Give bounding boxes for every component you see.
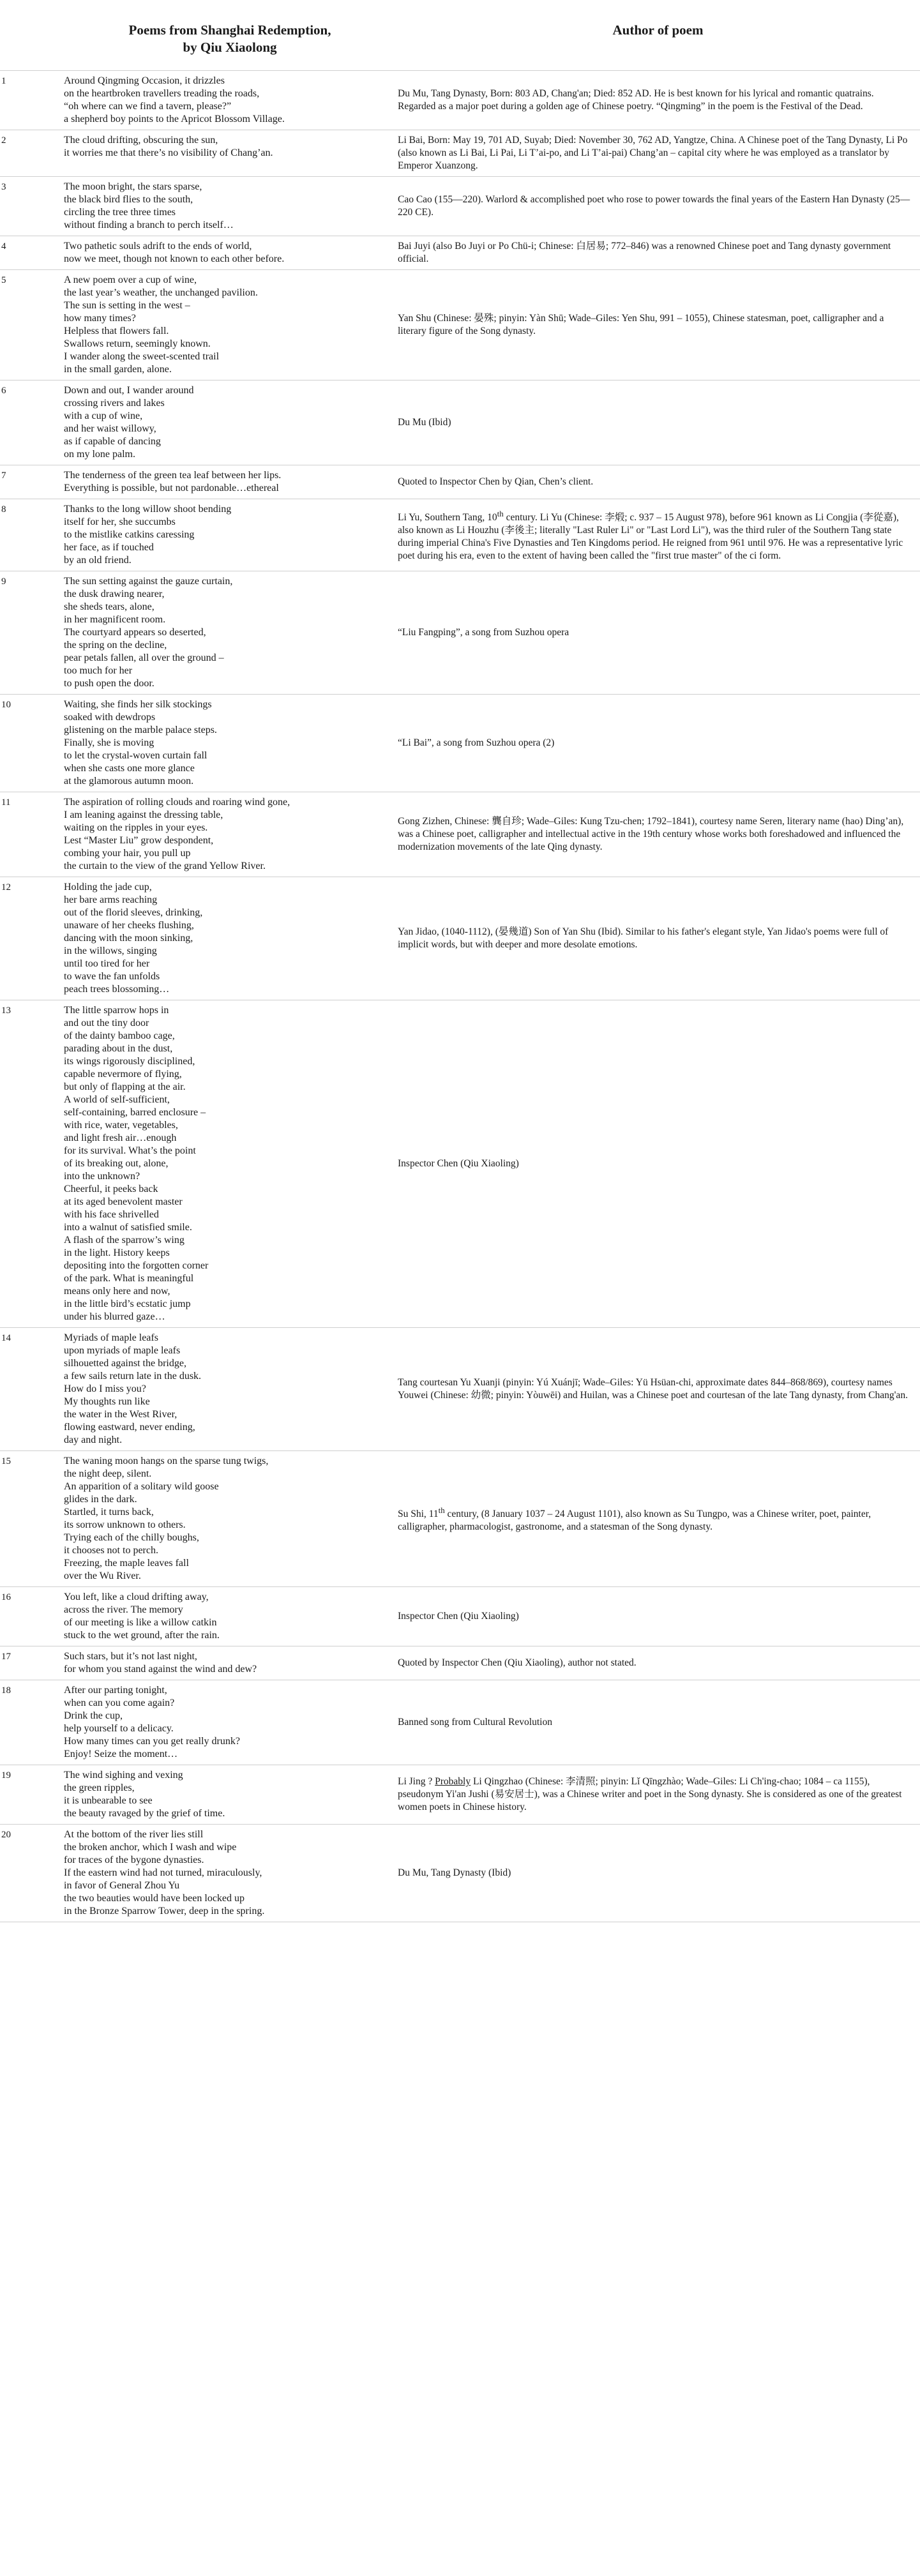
poem-line: Trying each of the chilly boughs, — [64, 1532, 199, 1543]
poem-text — [64, 1646, 396, 1680]
poem-line: Such stars, but it’s not last night, — [64, 1651, 197, 1662]
poem-line: silhouetted against the bridge, — [64, 1358, 186, 1369]
poem-line: Everything is possible, but not pardonable…ethereal — [64, 483, 279, 493]
poem-number: 15 — [1, 1456, 11, 1466]
table-row — [0, 695, 920, 792]
author-description — [396, 130, 920, 177]
poem-line: The waning moon hangs on the sparse tung twigs, — [64, 1456, 269, 1466]
author-text-body: century, (8 January 1037 – 24 August 1101), also known as Su Tungpo, was a Chinese writer, poet, painter, calligrapher, pharmacologist, gastronome, and a statesman of the Song dynasty. — [398, 1509, 873, 1533]
author-description — [396, 792, 920, 877]
poem-line: until too tired for her — [64, 958, 150, 969]
poem-text — [64, 1000, 396, 1328]
author-text-body: “Liu Fangping”, a song from Suzhou opera — [398, 627, 569, 638]
poem-line: peach trees blossoming… — [64, 984, 170, 995]
author-description — [396, 1587, 920, 1646]
poem-number: 1 — [1, 76, 6, 86]
table-row — [0, 1587, 920, 1646]
poem-line: depositing into the forgotten corner — [64, 1260, 209, 1271]
poem-number: 2 — [1, 135, 6, 146]
poem-line: too much for her — [64, 665, 133, 676]
poem-line: upon myriads of maple leafs — [64, 1345, 181, 1356]
poem-line: Freezing, the maple leaves fall — [64, 1558, 189, 1569]
author-text-body: “Li Bai”, a song from Suzhou opera (2) — [398, 737, 555, 748]
table-row — [0, 1680, 920, 1765]
poem-number: 5 — [1, 275, 6, 285]
poem-line: with rice, water, vegetables, — [64, 1120, 178, 1131]
poem-line: Holding the jade cup, — [64, 882, 152, 893]
poem-line: under his blurred gaze… — [64, 1311, 165, 1322]
table-row — [0, 792, 920, 877]
poem-line: and light fresh air…enough — [64, 1133, 177, 1143]
poem-line: it is unbearable to see — [64, 1795, 153, 1806]
table-row — [0, 1765, 920, 1825]
poem-line: The little sparrow hops in — [64, 1005, 169, 1016]
poem-number: 8 — [1, 504, 6, 515]
poem-line: glides in the dark. — [64, 1494, 137, 1505]
author-text — [398, 627, 569, 638]
poem-text — [64, 270, 396, 380]
poem-line: in the Bronze Sparrow Tower, deep in the spring. — [64, 1906, 265, 1917]
poem-line: itself for her, she succumbs — [64, 516, 176, 527]
poem-line: the broken anchor, which I wash and wipe — [64, 1842, 237, 1853]
poems-header-line-1: Poems from Shanghai Redemption, — [128, 22, 331, 38]
poem-number: 12 — [1, 882, 11, 893]
poem-line: its sorrow unknown to others. — [64, 1519, 186, 1530]
poem-line: the black bird flies to the south, — [64, 194, 193, 205]
author-description — [396, 1765, 920, 1825]
poem-text — [64, 1765, 396, 1825]
underlined-word: Probably — [435, 1776, 471, 1787]
poem-line: the dusk drawing nearer, — [64, 589, 165, 599]
poem-number: 13 — [1, 1006, 11, 1016]
table-row — [0, 270, 920, 380]
author-text-body: century. Li Yu (Chinese: 李煅; c. 937 – 15 August 978), before 961 known as Li Congjia (李從嘉), also known as Li Houzhu (李後主; literally "Last Ruler Li" or "Last Lord Li"), was the third ruler of the Southern Tang state during imperial China's Five Dynasties and Ten Kingdoms period. He reigned from 961 until 976. He was a representative lyric poet during his era, even to the extent of having been called the "first true master" of the ci form. — [398, 512, 906, 562]
author-text-prefix: Su Shi, 11 — [398, 1509, 439, 1520]
poem-line: Thanks to the long willow shoot bending — [64, 504, 232, 515]
poem-text — [64, 236, 396, 270]
poem-line: without finding a branch to perch itself… — [64, 220, 234, 230]
poem-line: the beauty ravaged by the grief of time. — [64, 1808, 225, 1819]
poem-line: the spring on the decline, — [64, 640, 167, 651]
poem-line: the green ripples, — [64, 1782, 135, 1793]
poem-line: a few sails return late in the dusk. — [64, 1371, 202, 1382]
poem-line: unaware of her cheeks flushing, — [64, 920, 194, 931]
poem-line: to push open the door. — [64, 678, 155, 689]
poem-line: of the dainty bamboo cage, — [64, 1030, 175, 1041]
author-description — [396, 499, 920, 571]
author-text-body: Yan Jidao, (1040-1112), (晏幾道) Son of Yan Shu (Ibid). Similar to his father's elegant style, Yan Jidao's poems were full of implicit words, but with deeper and more desolate emotions. — [398, 926, 891, 950]
author-text — [398, 1158, 519, 1169]
poem-number: 14 — [1, 1333, 11, 1343]
poem-rows — [0, 71, 920, 1922]
poem-line: capable nevermore of flying, — [64, 1069, 182, 1080]
poem-text — [64, 1451, 396, 1587]
poem-line: self-containing, barred enclosure – — [64, 1107, 206, 1118]
author-text — [398, 417, 451, 428]
author-description — [396, 1451, 920, 1587]
author-description — [396, 571, 920, 695]
author-text-body: Banned song from Cultural Revolution — [398, 1717, 552, 1728]
poem-line: waiting on the ripples in your eyes. — [64, 822, 208, 833]
poem-line: I am leaning against the dressing table, — [64, 810, 223, 820]
table-row — [0, 1000, 920, 1328]
poem-text — [64, 571, 396, 695]
poem-number: 6 — [1, 386, 6, 396]
poem-line: Lest “Master Liu” grow despondent, — [64, 835, 214, 846]
author-description — [396, 1328, 920, 1451]
author-description — [396, 270, 920, 380]
poem-line: the night deep, silent. — [64, 1468, 152, 1479]
table-row — [0, 571, 920, 695]
poem-line: crossing rivers and lakes — [64, 398, 165, 409]
poem-text — [64, 792, 396, 877]
poem-line: of the park. What is meaningful — [64, 1273, 194, 1284]
poem-line: out of the florid sleeves, drinking, — [64, 907, 203, 918]
poem-line: Down and out, I wander around — [64, 385, 194, 396]
poem-number: 9 — [1, 576, 6, 587]
poem-line: and her waist willowy, — [64, 423, 156, 434]
author-description — [396, 465, 920, 499]
author-text — [398, 241, 893, 264]
poem-text — [64, 1680, 396, 1765]
author-text — [398, 88, 876, 112]
table-row — [0, 236, 920, 270]
poem-text — [64, 877, 396, 1000]
poem-line: to the mistlike catkins caressing — [64, 529, 195, 540]
poem-line: Myriads of maple leafs — [64, 1332, 158, 1343]
poem-line: on my lone palm. — [64, 449, 135, 460]
poem-number: 4 — [1, 241, 6, 252]
author-text-body: Quoted by Inspector Chen (Qiu Xiaoling), author not stated. — [398, 1657, 637, 1668]
author-description — [396, 1825, 920, 1922]
poem-line: to let the crystal-woven curtain fall — [64, 750, 207, 761]
table-row — [0, 1328, 920, 1451]
poem-line: in the light. History keeps — [64, 1247, 170, 1258]
poem-text — [64, 465, 396, 499]
poem-text — [64, 1825, 396, 1922]
poem-number: 16 — [1, 1592, 11, 1602]
poem-line: of our meeting is like a willow catkin — [64, 1617, 217, 1628]
poem-line: The aspiration of rolling clouds and roaring wind gone, — [64, 797, 290, 808]
number-column-header — [0, 18, 64, 71]
poem-text — [64, 1328, 396, 1451]
poem-line: At the bottom of the river lies still — [64, 1829, 204, 1840]
table-row — [0, 71, 920, 130]
poem-number: 7 — [1, 471, 6, 481]
poem-line: Waiting, she finds her silk stockings — [64, 699, 212, 710]
author-description — [396, 236, 920, 270]
poem-line: a shepherd boy points to the Apricot Blossom Village. — [64, 114, 285, 124]
poem-line: Helpless that flowers fall. — [64, 326, 169, 336]
author-text — [398, 508, 906, 562]
poem-line: A new poem over a cup of wine, — [64, 275, 197, 285]
author-text — [398, 135, 910, 171]
poem-line: but only of flapping at the air. — [64, 1081, 186, 1092]
poem-line: how many times? — [64, 313, 136, 324]
table-row — [0, 465, 920, 499]
poem-number: 3 — [1, 182, 6, 192]
author-description — [396, 695, 920, 792]
poem-number: 10 — [1, 700, 11, 710]
poem-line: for traces of the bygone dynasties. — [64, 1855, 204, 1865]
poem-line: the last year’s weather, the unchanged pavilion. — [64, 287, 258, 298]
poem-line: Swallows return, seemingly known. — [64, 338, 211, 349]
poem-line: glistening on the marble palace steps. — [64, 725, 217, 735]
poem-line: After our parting tonight, — [64, 1685, 167, 1696]
poem-line: The cloud drifting, obscuring the sun, — [64, 135, 218, 146]
author-description — [396, 177, 920, 236]
author-text-body: Yan Shu (Chinese: 晏殊; pinyin: Yàn Shū; Wade–Giles: Yen Shu, 991 – 1055), Chinese statesman, poet, calligrapher and a literary figure of the Song dynasty. — [398, 313, 887, 336]
poem-line: for its survival. What’s the point — [64, 1145, 196, 1156]
poem-line: help yourself to a delicacy. — [64, 1723, 174, 1734]
table-row — [0, 499, 920, 571]
author-description — [396, 380, 920, 465]
poem-number: 18 — [1, 1685, 11, 1696]
author-text-body: Tang courtesan Yu Xuanji (pinyin: Yú Xuánjī; Wade–Giles: Yü Hsüan-chi, approximate dates 844–868/869), courtesy names Youwei (Chinese: 幼微; pinyin: Yòuwēi) and Huilan, was a Chinese poet and courtesan of the late Tang dynasty, from Chang'an. — [398, 1377, 908, 1401]
table-row — [0, 1646, 920, 1680]
poem-text — [64, 177, 396, 236]
poem-text — [64, 130, 396, 177]
poem-line: The wind sighing and vexing — [64, 1770, 183, 1781]
author-text-body: Li Bai, Born: May 19, 701 AD, Suyab; Died: November 30, 762 AD, Yangtze, China. A Chinese poet of the Tang Dynasty, Li Po (also known as Li Bai, Li Pai, Li T’ai-po, and Li T’ai-pai) Chang’an – capital city where he was employed as a translator by Emperor Xuanzong. — [398, 135, 910, 171]
poem-line: into a walnut of satisfied smile. — [64, 1222, 192, 1233]
poem-line: to wave the fan unfolds — [64, 971, 160, 982]
poem-line: when can you come again? — [64, 1698, 175, 1708]
author-text — [398, 816, 906, 852]
poem-line: the curtain to the view of the grand Yellow River. — [64, 861, 266, 871]
author-text — [398, 1867, 511, 1878]
table-header-row — [0, 18, 920, 71]
poem-line: Around Qingming Occasion, it drizzles — [64, 75, 225, 86]
poem-line: A world of self-sufficient, — [64, 1094, 170, 1105]
poem-line: over the Wu River. — [64, 1570, 141, 1581]
poem-line: in her magnificent room. — [64, 614, 166, 625]
author-text-body: Du Mu (Ibid) — [398, 417, 451, 428]
poem-line: for whom you stand against the wind and dew? — [64, 1664, 257, 1675]
ordinal-superscript: th — [497, 508, 504, 518]
poem-line: The sun is setting in the west – — [64, 300, 190, 311]
poem-line: across the river. The memory — [64, 1604, 183, 1615]
author-text-prefix: Li Jing ? — [398, 1776, 435, 1787]
poem-number: 19 — [1, 1770, 11, 1781]
poem-line: in the small garden, alone. — [64, 364, 172, 375]
author-text — [398, 1776, 904, 1812]
poem-line: My thoughts run like — [64, 1396, 150, 1407]
author-description — [396, 1000, 920, 1328]
poem-line: she sheds tears, alone, — [64, 601, 155, 612]
poem-line: flowing eastward, never ending, — [64, 1422, 195, 1433]
author-description — [396, 1646, 920, 1680]
poem-line: The sun setting against the gauze curtain, — [64, 576, 233, 587]
poem-line: Enjoy! Seize the moment… — [64, 1749, 178, 1759]
author-text — [398, 926, 891, 950]
poem-line: Drink the cup, — [64, 1710, 123, 1721]
poem-line: now we meet, though not known to each other before. — [64, 253, 285, 264]
poem-line: at the glamorous autumn moon. — [64, 776, 194, 787]
author-description — [396, 1680, 920, 1765]
poem-line: by an old friend. — [64, 555, 132, 566]
ordinal-superscript: th — [438, 1505, 445, 1515]
poem-text — [64, 499, 396, 571]
table-row — [0, 1451, 920, 1587]
table-row — [0, 177, 920, 236]
poem-line: means only here and now, — [64, 1286, 170, 1297]
poems-table — [0, 18, 920, 1922]
poem-text — [64, 695, 396, 792]
author-text-body: Inspector Chen (Qiu Xiaoling) — [398, 1158, 519, 1169]
table-row — [0, 1825, 920, 1922]
poems-header-line-2: by Qiu Xiaolong — [183, 40, 277, 55]
author-text-body: Cao Cao (155—220). Warlord & accomplished poet who rose to power towards the final years of the Eastern Han Dynasty (25—220 CE). — [398, 194, 910, 218]
author-text — [398, 1657, 637, 1668]
poem-text — [64, 71, 396, 130]
poem-text — [64, 380, 396, 465]
poem-line: Startled, it turns back, — [64, 1507, 154, 1518]
poem-line: pear petals fallen, all over the ground – — [64, 652, 224, 663]
poem-line: The tenderness of the green tea leaf between her lips. — [64, 470, 282, 481]
poem-line: with his face shrivelled — [64, 1209, 159, 1220]
poem-line: and out the tiny door — [64, 1018, 149, 1028]
author-text — [398, 313, 886, 336]
table-row — [0, 130, 920, 177]
poem-line: of its breaking out, alone, — [64, 1158, 169, 1169]
poem-line: in the little bird’s ecstatic jump — [64, 1299, 191, 1309]
author-text-body: Du Mu, Tang Dynasty (Ibid) — [398, 1867, 511, 1878]
author-text — [398, 737, 554, 748]
author-text-body: Quoted to Inspector Chen by Qian, Chen’s client. — [398, 476, 594, 487]
poem-line: Finally, she is moving — [64, 737, 155, 748]
poem-line: day and night. — [64, 1435, 123, 1445]
author-text-prefix: Li Yu, Southern Tang, 10 — [398, 512, 497, 523]
poem-text — [64, 1587, 396, 1646]
poem-line: her face, as if touched — [64, 542, 154, 553]
poem-line: How many times can you get really drunk? — [64, 1736, 240, 1747]
author-description — [396, 877, 920, 1000]
poem-line: stuck to the wet ground, after the rain. — [64, 1630, 220, 1641]
poem-number: 17 — [1, 1652, 11, 1662]
poem-line: You left, like a cloud drifting away, — [64, 1592, 209, 1602]
author-text — [398, 476, 593, 487]
poem-line: when she casts one more glance — [64, 763, 195, 774]
poem-line: Two pathetic souls adrift to the ends of world, — [64, 241, 252, 252]
author-text-body: Bai Juyi (also Bo Juyi or Po Chü-i; Chinese: 白居易; 772–846) was a renowned Chinese poet and Tang dynasty government official. — [398, 241, 894, 264]
poem-number: 20 — [1, 1830, 11, 1840]
poem-line: Cheerful, it peeks back — [64, 1184, 158, 1194]
poem-line: The courtyard appears so deserted, — [64, 627, 206, 638]
poem-line: dancing with the moon sinking, — [64, 933, 193, 944]
poem-line: “oh where can we find a tavern, please?” — [64, 101, 232, 112]
author-text — [398, 1377, 908, 1401]
author-description — [396, 71, 920, 130]
poem-line: on the heartbroken travellers treading the roads, — [64, 88, 260, 99]
poem-line: as if capable of dancing — [64, 436, 161, 447]
poem-line: with a cup of wine, — [64, 411, 143, 421]
poem-line: its wings rigorously disciplined, — [64, 1056, 195, 1067]
poem-number: 11 — [1, 797, 11, 808]
author-text — [398, 1717, 552, 1728]
table-row — [0, 380, 920, 465]
poem-line: it chooses not to perch. — [64, 1545, 158, 1556]
poem-line: An apparition of a solitary wild goose — [64, 1481, 219, 1492]
poem-line: How do I miss you? — [64, 1383, 146, 1394]
author-column-header: Author of poem — [612, 22, 704, 38]
poem-line: circling the tree three times — [64, 207, 176, 218]
poem-line: the two beauties would have been locked up — [64, 1893, 245, 1904]
author-text-body: Du Mu, Tang Dynasty, Born: 803 AD, Chang'an; Died: 852 AD. He is best known for his lyrical and romantic quatrains. Regarded as a major poet during a golden age of Chinese poetry. “Qingming” in the poem is the Festival of the Dead. — [398, 88, 877, 112]
author-text-body: Inspector Chen (Qiu Xiaoling) — [398, 1611, 519, 1622]
author-text — [398, 1611, 519, 1622]
poem-line: at its aged benevolent master — [64, 1196, 183, 1207]
poem-line: soaked with dewdrops — [64, 712, 156, 723]
poem-line: into the unknown? — [64, 1171, 140, 1182]
author-text-body: Gong Zizhen, Chinese: 龔自珍; Wade–Giles: Kung Tzu-chen; 1792–1841), courtesy name Seren, literary name (hao) Ding’an), was a Chinese poet, calligrapher and intellectual active in the 19th century whose works both foreshadowed and influenced the modernization movements of the late Qing dynasty. — [398, 816, 907, 852]
poems-column-header — [64, 18, 396, 71]
poem-line: in the willows, singing — [64, 945, 157, 956]
poem-line: it worries me that there’s no visibility of Chang’an. — [64, 147, 273, 158]
poem-line: her bare arms reaching — [64, 894, 158, 905]
poem-line: If the eastern wind had not turned, miraculously, — [64, 1867, 262, 1878]
poem-line: The moon bright, the stars sparse, — [64, 181, 202, 192]
poem-line: A flash of the sparrow’s wing — [64, 1235, 185, 1246]
table-row — [0, 877, 920, 1000]
author-text — [398, 1505, 873, 1533]
poem-line: in favor of General Zhou Yu — [64, 1880, 180, 1891]
poem-line: combing your hair, you pull up — [64, 848, 191, 859]
author-text-body: Li Qingzhao (Chinese: 李清照; pinyin: Lǐ Qīngzhào; Wade–Giles: Li Ch'ing-chao; 1084 – ca 1155), pseudonym Yi'an Jushi (易安居士), was a Chinese writer and poet in the Song dynasty. She is considered as one of the greatest women poets in Chinese history. — [398, 1776, 905, 1812]
poem-line: the water in the West River, — [64, 1409, 177, 1420]
author-text — [398, 194, 910, 218]
poem-line: I wander along the sweet-scented trail — [64, 351, 220, 362]
poem-line: parading about in the dust, — [64, 1043, 173, 1054]
